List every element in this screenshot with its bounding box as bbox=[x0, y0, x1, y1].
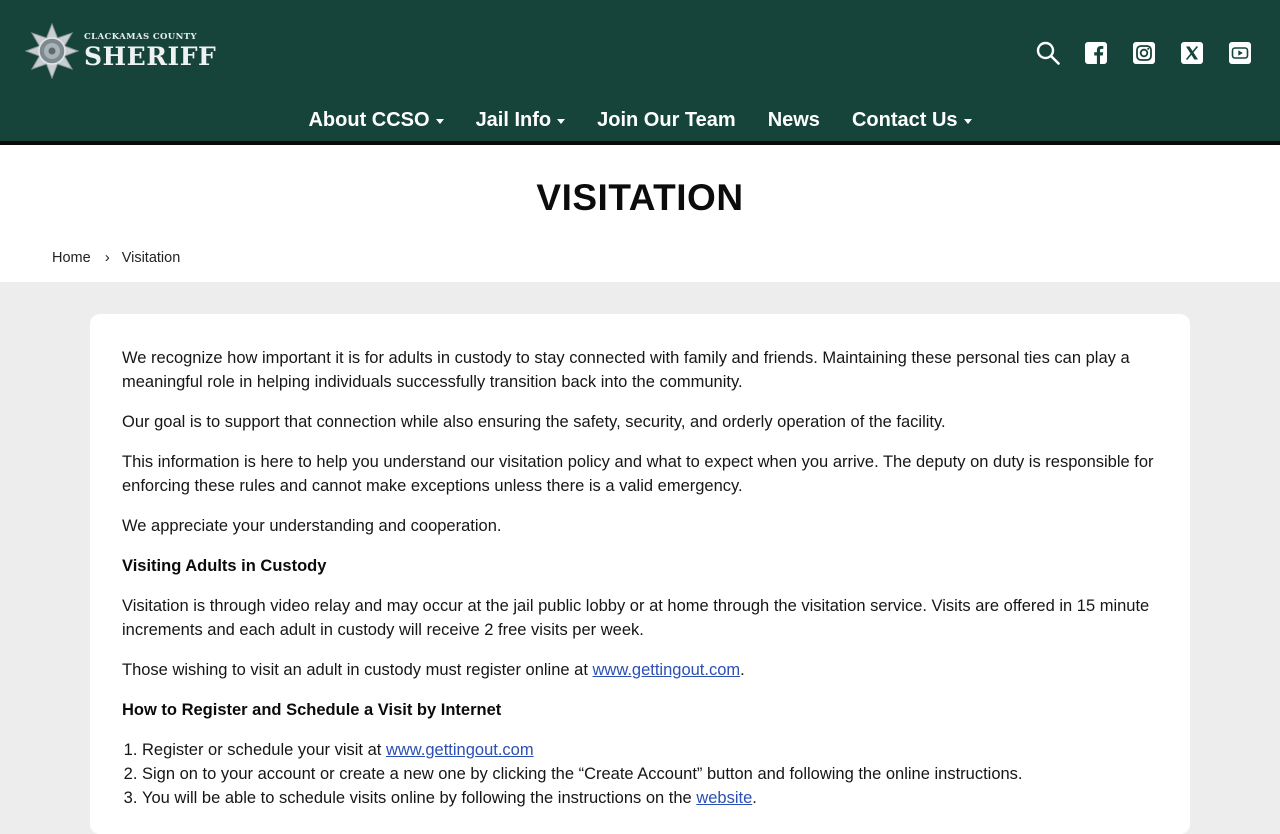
main-nav bbox=[0, 102, 1280, 138]
step-text: Register or schedule your visit at bbox=[142, 741, 386, 759]
section-heading-register: How to Register and Schedule a Visit by Internet bbox=[122, 701, 502, 719]
section-heading-visiting: Visiting Adults in Custody bbox=[122, 557, 327, 575]
register-text: Those wishing to visit an adult in custody must register online at bbox=[122, 661, 593, 679]
page-title-band bbox=[0, 145, 1280, 282]
caret-down-icon bbox=[964, 119, 972, 124]
appreciation-paragraph: We appreciate your understanding and cooperation. bbox=[122, 517, 502, 535]
breadcrumb-current: Visitation bbox=[121, 249, 181, 266]
x-twitter-icon[interactable] bbox=[1180, 41, 1204, 65]
register-steps-list bbox=[142, 738, 1158, 810]
step-period: . bbox=[752, 789, 757, 807]
logo-sheriff-text: SHERIFF bbox=[84, 41, 217, 71]
nav-contact-us[interactable] bbox=[852, 109, 972, 132]
step-text: You will be able to schedule visits online by following the instructions on the bbox=[142, 789, 697, 807]
site-header bbox=[0, 0, 1280, 141]
caret-down-icon bbox=[436, 119, 444, 124]
header-icon-bar bbox=[1036, 40, 1252, 66]
breadcrumb bbox=[52, 249, 180, 266]
nav-about-ccso[interactable] bbox=[308, 109, 443, 132]
register-paragraph bbox=[122, 658, 1158, 682]
register-period: . bbox=[740, 661, 745, 679]
caret-down-icon bbox=[557, 119, 565, 124]
sheriff-logo-link[interactable] bbox=[24, 22, 217, 80]
nav-news-label: News bbox=[767, 108, 820, 131]
step-text: Sign on to your account or create a new one by clicking the “Create Account” button and following the online instructions. bbox=[142, 765, 1023, 783]
youtube-icon[interactable] bbox=[1228, 41, 1252, 65]
sheriff-badge-icon bbox=[24, 23, 80, 79]
logo-county-text: CLACKAMAS COUNTY bbox=[84, 32, 197, 43]
content-card bbox=[90, 314, 1190, 834]
search-icon[interactable] bbox=[1036, 41, 1060, 65]
breadcrumb-home-link[interactable]: Home bbox=[52, 249, 91, 266]
breadcrumb-separator: › bbox=[104, 249, 110, 266]
list-item bbox=[142, 738, 1158, 762]
page-title: VISITATION bbox=[536, 177, 744, 218]
nav-jail-info-label: Jail Info bbox=[475, 108, 552, 131]
nav-join-our-team-label: Join Our Team bbox=[597, 108, 736, 131]
step-gettingout-link[interactable]: www.gettingout.com bbox=[385, 741, 534, 759]
nav-about-ccso-label: About CCSO bbox=[308, 108, 430, 131]
gettingout-link[interactable]: www.gettingout.com bbox=[592, 661, 741, 679]
step-website-link[interactable]: website bbox=[696, 789, 753, 807]
policy-paragraph: This information is here to help you understand our visitation policy and what to expect when you arrive. The deputy on duty is responsible for enforcing these rules and cannot make exceptions unless there is a valid emergency. bbox=[122, 453, 1154, 495]
nav-jail-info[interactable] bbox=[476, 109, 566, 132]
goal-paragraph: Our goal is to support that connection while also ensuring the safety, security, and orderly operation of the facility. bbox=[122, 413, 946, 431]
nav-news[interactable] bbox=[768, 109, 820, 132]
list-item bbox=[142, 786, 1158, 810]
intro-paragraph: We recognize how important it is for adults in custody to stay connected with family and friends. Maintaining these personal ties can play a meaningful role in helping individuals successfully transition back into the community. bbox=[122, 349, 1130, 391]
list-item bbox=[142, 762, 1158, 786]
instagram-icon[interactable] bbox=[1132, 41, 1156, 65]
visitation-paragraph: Visitation is through video relay and may occur at the jail public lobby or at home through the visitation service. Visits are offered in 15 minute increments and each adult in custody will receive 2 free visits per week. bbox=[122, 597, 1150, 639]
facebook-icon[interactable] bbox=[1084, 41, 1108, 65]
nav-contact-us-label: Contact Us bbox=[851, 108, 958, 131]
nav-join-our-team[interactable] bbox=[597, 109, 736, 132]
